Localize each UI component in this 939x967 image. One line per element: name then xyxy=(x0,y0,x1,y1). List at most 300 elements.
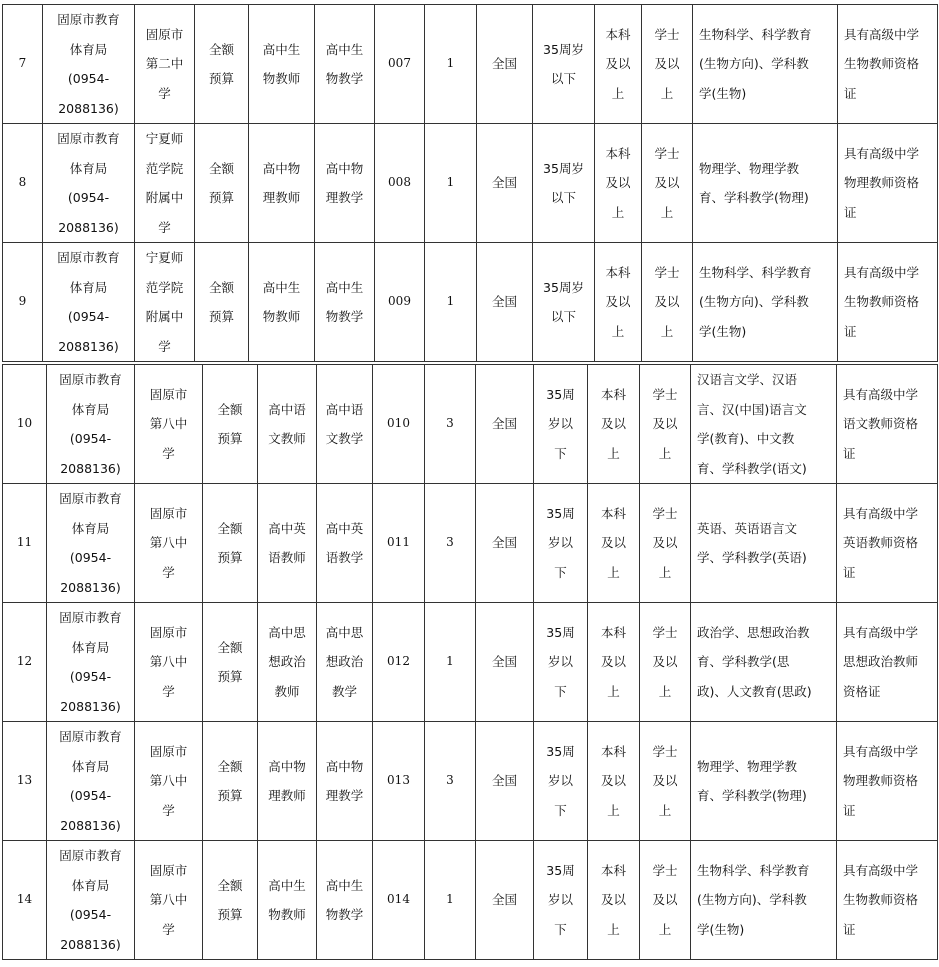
cell-line: 学(生物) xyxy=(699,85,747,101)
cell-line: 上 xyxy=(660,85,674,101)
cell-line: 预算 xyxy=(217,788,243,803)
cell-text: 1 xyxy=(446,654,454,669)
cell-row-number xyxy=(3,243,43,362)
cell-position-name xyxy=(249,5,315,124)
cell-line: 具有高级中学 xyxy=(844,264,920,280)
cell-line: (生物方向)、学科教 xyxy=(699,56,809,72)
cell-line: 政治学、思想政治教 xyxy=(697,624,810,640)
cell-funding-type xyxy=(203,603,258,722)
cell-line: 学 xyxy=(162,445,175,461)
cell-employer xyxy=(135,722,203,841)
cell-age-requirement xyxy=(533,124,595,243)
cell-major xyxy=(691,365,837,484)
cell-line: 理教学 xyxy=(325,190,364,205)
cell-education xyxy=(595,124,642,243)
cell-employer xyxy=(135,841,203,960)
cell-line: 学士 xyxy=(652,505,678,521)
cell-row-number xyxy=(3,722,47,841)
cell-line: 体育局 xyxy=(69,41,108,57)
cell-education xyxy=(588,603,640,722)
cell-headcount xyxy=(425,841,476,960)
cell-line: 本科 xyxy=(600,743,626,759)
cell-headcount xyxy=(425,124,477,243)
cell-line: 35周 xyxy=(546,624,575,640)
cell-row-number xyxy=(3,5,43,124)
cell-line: (0954- xyxy=(69,788,112,803)
cell-row-number xyxy=(3,484,47,603)
cell-row-number xyxy=(3,365,47,484)
cell-line: 35周岁 xyxy=(543,160,584,176)
cell-line: 高中生 xyxy=(268,877,306,893)
cell-recruitment-scope xyxy=(476,484,534,603)
cell-department xyxy=(43,5,135,124)
cell-line: (0954- xyxy=(67,309,110,324)
cell-line: 理教师 xyxy=(262,190,301,205)
cell-line: 上 xyxy=(607,683,620,699)
cell-line: 具有高级中学 xyxy=(844,26,920,42)
cell-line: 证 xyxy=(843,445,856,461)
cell-line: 第八中 xyxy=(149,654,188,670)
cell-degree xyxy=(640,841,691,960)
cell-line: 及以 xyxy=(654,294,680,310)
cell-degree xyxy=(642,124,693,243)
cell-line: 及以 xyxy=(652,535,678,551)
cell-position-code xyxy=(373,484,425,603)
cell-line: 文教师 xyxy=(268,431,306,446)
cell-line: 及以 xyxy=(605,56,631,72)
cell-line: 文教学 xyxy=(325,431,364,446)
cell-line: 本科 xyxy=(605,264,631,280)
cell-line: 本科 xyxy=(600,624,626,640)
cell-line: 及以 xyxy=(652,892,678,908)
cell-text: 1 xyxy=(446,56,455,71)
cell-headcount xyxy=(425,365,476,484)
table-body xyxy=(3,365,938,960)
cell-line: 上 xyxy=(607,445,620,461)
cell-degree xyxy=(642,5,693,124)
cell-line: 及以 xyxy=(600,773,626,789)
cell-line: 固原市 xyxy=(149,862,188,878)
cell-line: 语教师 xyxy=(268,550,306,565)
cell-line: 生物教师资格 xyxy=(844,294,920,310)
cell-line: 物理教师资格 xyxy=(843,773,919,789)
cell-line: 35周岁 xyxy=(543,41,584,57)
cell-line: 思想政治教师 xyxy=(843,654,919,670)
cell-line: 2088136) xyxy=(60,936,121,952)
cell-line: 及以 xyxy=(654,56,680,72)
cell-line: 想政治 xyxy=(268,654,306,670)
cell-major xyxy=(691,484,837,603)
cell-line: 全额 xyxy=(217,401,243,417)
cell-line: 上 xyxy=(607,921,620,937)
cell-line: 汉语言文学、汉语 xyxy=(697,372,798,387)
cell-line: 物理学、物理学教 xyxy=(699,160,800,176)
table-row xyxy=(3,243,938,362)
cell-line: 高中生 xyxy=(262,279,301,295)
cell-text: 007 xyxy=(388,56,411,71)
cell-line: 以下 xyxy=(550,309,576,324)
cell-age-requirement xyxy=(534,722,588,841)
cell-major xyxy=(693,5,838,124)
cell-text: 011 xyxy=(387,535,410,550)
cell-line: 本科 xyxy=(605,26,631,42)
cell-line: 35周 xyxy=(546,386,575,402)
cell-text: 全国 xyxy=(491,416,517,432)
cell-line: 育、学科教学(物理) xyxy=(697,788,807,803)
cell-text: 全国 xyxy=(491,535,517,551)
cell-line: 高中思 xyxy=(268,624,306,640)
cell-line: 及以 xyxy=(652,773,678,789)
cell-line: 上 xyxy=(658,802,672,818)
cell-position-code xyxy=(375,124,425,243)
cell-funding-type xyxy=(203,484,258,603)
cell-other-requirements xyxy=(838,243,938,362)
cell-line: 固原市教育 xyxy=(57,131,120,146)
cell-employer xyxy=(135,484,203,603)
table-body xyxy=(3,5,938,362)
cell-line: 证 xyxy=(844,85,857,101)
cell-row-number xyxy=(3,603,47,722)
cell-line: 教师 xyxy=(274,683,300,699)
cell-line: (0954- xyxy=(69,550,112,565)
cell-line: 2088136) xyxy=(58,338,119,354)
cell-line: (生物方向)、学科教 xyxy=(697,892,807,908)
cell-line: 2088136) xyxy=(60,698,121,714)
cell-line: 生物教师资格 xyxy=(844,56,920,72)
cell-age-requirement xyxy=(534,603,588,722)
cell-line: 全额 xyxy=(217,639,243,655)
cell-age-requirement xyxy=(533,5,595,124)
cell-position-type xyxy=(317,841,373,960)
cell-line: 固原市教育 xyxy=(59,848,122,863)
cell-line: 证 xyxy=(843,802,856,818)
cell-line: 高中物 xyxy=(325,160,364,176)
cell-line: 证 xyxy=(843,921,856,937)
cell-line: 学 xyxy=(162,802,175,818)
cell-funding-type xyxy=(203,841,258,960)
cell-line: 言、汉(中国)语言文 xyxy=(697,401,807,417)
cell-line: 体育局 xyxy=(71,758,110,774)
cell-headcount xyxy=(425,603,476,722)
cell-line: 2088136) xyxy=(60,817,121,833)
cell-line: 固原市教育 xyxy=(59,729,122,744)
cell-line: 上 xyxy=(611,204,625,220)
cell-line: 下 xyxy=(554,921,567,937)
cell-line: 固原市 xyxy=(149,386,188,402)
cell-text: 全国 xyxy=(491,56,517,72)
cell-position-name xyxy=(258,365,317,484)
cell-line: 体育局 xyxy=(69,160,108,176)
cell-position-name xyxy=(249,243,315,362)
cell-line: 具有高级中学 xyxy=(843,505,919,521)
cell-line: 2088136) xyxy=(58,100,119,116)
cell-education xyxy=(595,5,642,124)
cell-line: (0954- xyxy=(69,907,112,922)
cell-position-name xyxy=(258,722,317,841)
cell-department xyxy=(47,603,135,722)
cell-line: 以下 xyxy=(550,71,576,86)
cell-line: 高中英 xyxy=(268,520,306,536)
cell-line: 高中生 xyxy=(325,41,364,57)
cell-line: 上 xyxy=(611,323,625,339)
cell-line: 高中生 xyxy=(262,41,301,57)
cell-education xyxy=(588,484,640,603)
table-row xyxy=(3,603,938,722)
cell-line: 本科 xyxy=(600,505,626,521)
cell-line: 理教学 xyxy=(325,788,364,803)
cell-line: 具有高级中学 xyxy=(843,743,919,759)
cell-line: 证 xyxy=(843,564,856,580)
table-row xyxy=(3,365,938,484)
cell-employer xyxy=(135,5,195,124)
cell-line: 上 xyxy=(660,323,674,339)
cell-line: 全额 xyxy=(208,279,234,295)
cell-text: 012 xyxy=(387,654,410,669)
cell-line: 35周 xyxy=(546,862,575,878)
cell-line: 高中生 xyxy=(325,877,364,893)
cell-other-requirements xyxy=(837,484,938,603)
cell-recruitment-scope xyxy=(476,603,534,722)
cell-line: 物教师 xyxy=(262,71,301,86)
cell-age-requirement xyxy=(534,484,588,603)
cell-text: 11 xyxy=(16,535,33,550)
cell-line: 预算 xyxy=(208,190,234,205)
cell-funding-type xyxy=(195,124,249,243)
cell-text: 3 xyxy=(446,535,454,550)
cell-text: 3 xyxy=(446,773,454,788)
cell-line: (0954- xyxy=(67,190,110,205)
cell-line: 本科 xyxy=(600,386,626,402)
cell-line: 学士 xyxy=(654,26,680,42)
cell-headcount xyxy=(425,484,476,603)
cell-line: 生物科学、科学教育 xyxy=(699,264,812,280)
cell-other-requirements xyxy=(837,841,938,960)
table-row xyxy=(3,722,938,841)
cell-major xyxy=(691,841,837,960)
cell-line: 2088136) xyxy=(60,460,121,476)
cell-line: 上 xyxy=(611,85,625,101)
table-row xyxy=(3,5,938,124)
cell-line: 语文教师资格 xyxy=(843,416,919,432)
cell-line: 及以 xyxy=(652,654,678,670)
cell-line: 下 xyxy=(554,564,567,580)
cell-degree xyxy=(640,603,691,722)
cell-education xyxy=(595,243,642,362)
cell-line: 理教师 xyxy=(268,788,306,803)
cell-position-name xyxy=(258,484,317,603)
recruitment-table-upper xyxy=(2,4,938,362)
cell-position-code xyxy=(373,841,425,960)
cell-line: 岁以 xyxy=(547,892,573,908)
cell-line: 及以 xyxy=(600,892,626,908)
cell-line: 及以 xyxy=(654,175,680,191)
cell-line: 本科 xyxy=(600,862,626,878)
cell-line: 物教师 xyxy=(262,309,301,324)
cell-department xyxy=(47,365,135,484)
cell-line: 证 xyxy=(844,323,857,339)
cell-line: 宁夏师 xyxy=(145,131,184,146)
cell-row-number xyxy=(3,841,47,960)
cell-line: 教学 xyxy=(331,683,357,699)
cell-line: 固原市教育 xyxy=(59,372,122,387)
cell-recruitment-scope xyxy=(476,722,534,841)
cell-line: 学士 xyxy=(652,624,678,640)
cell-line: 学士 xyxy=(652,743,678,759)
cell-line: 预算 xyxy=(208,309,234,324)
cell-degree xyxy=(642,243,693,362)
cell-line: 生物科学、科学教育 xyxy=(697,862,810,878)
cell-line: 及以 xyxy=(600,654,626,670)
cell-text: 013 xyxy=(387,773,410,788)
cell-line: 下 xyxy=(554,802,567,818)
cell-education xyxy=(588,841,640,960)
cell-line: 生物科学、科学教育 xyxy=(699,26,812,42)
cell-department xyxy=(43,243,135,362)
cell-line: 预算 xyxy=(217,550,243,565)
cell-line: 上 xyxy=(658,445,672,461)
cell-recruitment-scope xyxy=(477,243,533,362)
cell-line: 学 xyxy=(158,338,171,354)
cell-line: 英语教师资格 xyxy=(843,535,919,551)
cell-line: 下 xyxy=(554,445,567,461)
cell-line: 育、学科教学(物理) xyxy=(699,190,809,205)
cell-line: 预算 xyxy=(208,71,234,86)
cell-line: 范学院 xyxy=(145,279,184,295)
cell-line: 上 xyxy=(658,683,672,699)
cell-text: 008 xyxy=(388,175,411,190)
cell-position-type xyxy=(315,5,375,124)
cell-funding-type xyxy=(203,365,258,484)
cell-line: 英语、英语语言文 xyxy=(697,520,798,536)
cell-line: 体育局 xyxy=(69,279,108,295)
cell-text: 全国 xyxy=(491,294,517,310)
cell-position-type xyxy=(317,603,373,722)
cell-line: 35周 xyxy=(546,743,575,759)
cell-text: 10 xyxy=(16,416,33,431)
cell-line: 宁夏师 xyxy=(145,250,184,265)
cell-line: 及以 xyxy=(600,416,626,432)
cell-row-number xyxy=(3,124,43,243)
cell-line: 育、学科教学(思 xyxy=(697,654,790,670)
cell-line: 资格证 xyxy=(843,683,881,699)
cell-text: 7 xyxy=(18,56,27,71)
cell-line: 具有高级中学 xyxy=(843,862,919,878)
cell-position-type xyxy=(315,243,375,362)
cell-line: 固原市 xyxy=(149,743,188,759)
table-row xyxy=(3,484,938,603)
cell-line: 高中语 xyxy=(325,401,364,417)
cell-line: 上 xyxy=(607,802,620,818)
cell-line: 高中语 xyxy=(268,401,306,417)
cell-line: 想政治 xyxy=(325,654,364,670)
cell-line: 育、学科教学(语文) xyxy=(697,460,807,476)
cell-line: 35周岁 xyxy=(543,279,584,295)
recruitment-table-lower xyxy=(2,364,938,960)
cell-line: 学士 xyxy=(652,386,678,402)
cell-line: 预算 xyxy=(217,669,243,684)
cell-line: 以下 xyxy=(550,190,576,205)
cell-department xyxy=(43,124,135,243)
table-row xyxy=(3,841,938,960)
cell-position-name xyxy=(258,841,317,960)
cell-line: 第八中 xyxy=(149,892,188,908)
cell-line: 学、学科教学(英语) xyxy=(697,550,807,565)
cell-line: 全额 xyxy=(217,758,243,774)
cell-text: 1 xyxy=(446,175,455,190)
cell-line: 高中英 xyxy=(325,520,364,536)
cell-line: 及以 xyxy=(600,535,626,551)
cell-line: 及以 xyxy=(652,416,678,432)
cell-line: 固原市教育 xyxy=(59,491,122,506)
cell-line: 体育局 xyxy=(71,401,110,417)
cell-line: 高中思 xyxy=(325,624,364,640)
cell-line: 上 xyxy=(660,204,674,220)
cell-line: 第八中 xyxy=(149,535,188,551)
cell-text: 全国 xyxy=(491,175,517,191)
cell-text: 3 xyxy=(446,416,454,431)
cell-line: 固原市 xyxy=(149,624,188,640)
cell-line: 固原市教育 xyxy=(57,12,120,27)
cell-line: 具有高级中学 xyxy=(844,145,920,161)
cell-text: 1 xyxy=(446,294,455,309)
cell-line: 物教学 xyxy=(325,309,364,324)
cell-line: 上 xyxy=(658,564,672,580)
cell-text: 009 xyxy=(388,294,411,309)
cell-line: 学士 xyxy=(654,145,680,161)
cell-recruitment-scope xyxy=(477,5,533,124)
cell-department xyxy=(47,722,135,841)
cell-employer xyxy=(135,365,203,484)
cell-line: 物教学 xyxy=(325,71,364,86)
cell-line: 下 xyxy=(554,683,567,699)
cell-text: 14 xyxy=(16,892,33,907)
cell-text: 12 xyxy=(16,654,33,669)
cell-line: 固原市 xyxy=(145,26,184,42)
cell-line: 预算 xyxy=(217,907,243,922)
cell-line: 预算 xyxy=(217,431,243,446)
cell-line: 岁以 xyxy=(547,773,573,789)
cell-line: 上 xyxy=(607,564,620,580)
cell-other-requirements xyxy=(838,124,938,243)
cell-recruitment-scope xyxy=(476,365,534,484)
cell-text: 全国 xyxy=(491,654,517,670)
cell-text: 全国 xyxy=(491,892,517,908)
cell-headcount xyxy=(425,243,477,362)
cell-line: (0954- xyxy=(69,669,112,684)
cell-degree xyxy=(640,484,691,603)
cell-line: 体育局 xyxy=(71,520,110,536)
cell-age-requirement xyxy=(533,243,595,362)
cell-text: 1 xyxy=(446,892,454,907)
cell-text: 014 xyxy=(387,892,410,907)
cell-line: 上 xyxy=(658,921,672,937)
cell-headcount xyxy=(425,722,476,841)
cell-position-name xyxy=(258,603,317,722)
cell-line: 固原市教育 xyxy=(57,250,120,265)
cell-line: 35周 xyxy=(546,505,575,521)
cell-line: 物理学、物理学教 xyxy=(697,758,798,774)
cell-other-requirements xyxy=(837,722,938,841)
cell-line: 全额 xyxy=(208,41,234,57)
cell-line: 及以 xyxy=(605,294,631,310)
cell-line: 岁以 xyxy=(547,654,573,670)
cell-line: 附属中 xyxy=(145,309,184,324)
cell-education xyxy=(588,365,640,484)
table-row xyxy=(3,124,938,243)
cell-line: 学(生物) xyxy=(699,323,747,339)
cell-line: 具有高级中学 xyxy=(843,624,919,640)
cell-line: 附属中 xyxy=(145,190,184,205)
